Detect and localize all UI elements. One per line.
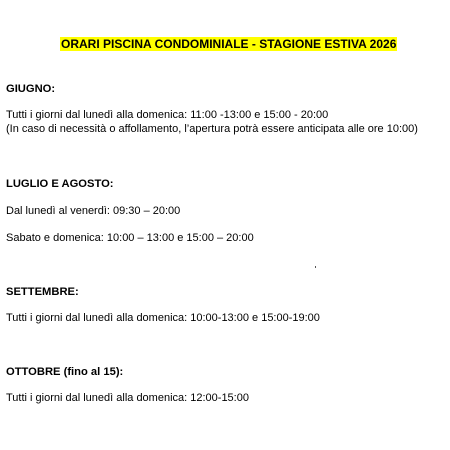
section-heading-giugno: GIUGNO: <box>6 83 56 95</box>
settembre-hours-line: Tutti i giorni dal lunedì alla domenica: 10:00-13:00 e 15:00-19:00 <box>6 312 320 324</box>
section-heading-luglio-agosto: LUGLIO E AGOSTO: <box>6 178 114 190</box>
luglio-agosto-weekend-line: Sabato e domenica: 10:00 – 13:00 e 15:00 – 20:00 <box>6 232 254 244</box>
stray-mark <box>315 266 316 268</box>
giugno-hours-line: Tutti i giorni dal lunedì alla domenica: 11:00 -13:00 e 15:00 - 20:00 <box>6 109 329 121</box>
luglio-agosto-weekday-line: Dal lunedì al venerdì: 09:30 – 20:00 <box>6 205 181 217</box>
ottobre-hours-line: Tutti i giorni dal lunedì alla domenica: 12:00-15:00 <box>6 392 249 404</box>
section-heading-ottobre: OTTOBRE (fino al 15): <box>6 366 124 378</box>
section-heading-settembre: SETTEMBRE: <box>6 286 79 298</box>
document-title: ORARI PISCINA CONDOMINIALE - STAGIONE ESTIVA 2026 <box>61 37 397 51</box>
giugno-note-line: (In caso di necessità o affollamento, l’apertura potrà essere anticipata alle ore 10:00) <box>6 123 418 135</box>
